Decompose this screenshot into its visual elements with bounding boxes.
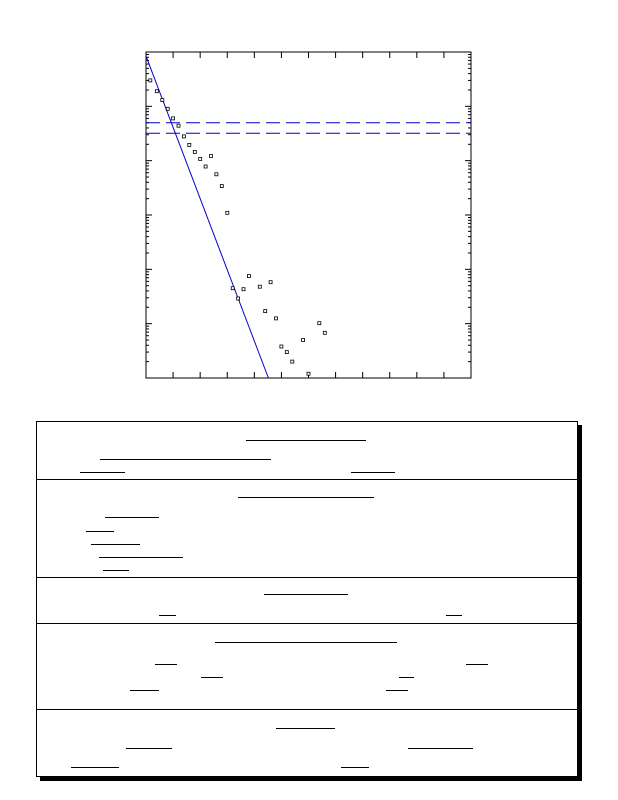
text-line bbox=[246, 440, 366, 441]
text-line bbox=[264, 594, 348, 595]
data-points bbox=[149, 79, 326, 375]
fit-section bbox=[37, 480, 577, 578]
data-point bbox=[166, 107, 169, 110]
fit-section bbox=[37, 578, 577, 624]
text-line bbox=[399, 677, 414, 678]
data-point bbox=[280, 345, 283, 348]
chart-lines bbox=[146, 56, 471, 378]
data-point bbox=[226, 211, 229, 214]
data-point bbox=[204, 165, 207, 168]
text-line bbox=[71, 767, 119, 768]
text-line bbox=[130, 690, 159, 691]
data-point bbox=[172, 117, 175, 120]
text-line bbox=[155, 664, 177, 665]
data-point bbox=[291, 360, 294, 363]
fit-results-panel bbox=[36, 421, 578, 777]
data-point bbox=[161, 99, 164, 102]
text-line bbox=[351, 472, 395, 473]
data-point bbox=[285, 351, 288, 354]
text-line bbox=[103, 570, 129, 571]
data-point bbox=[242, 288, 245, 291]
text-line bbox=[86, 531, 114, 532]
text-line bbox=[80, 472, 125, 473]
text-line bbox=[238, 497, 374, 498]
data-point bbox=[302, 339, 305, 342]
data-point bbox=[318, 322, 321, 325]
text-line bbox=[276, 728, 335, 729]
text-line bbox=[91, 544, 140, 545]
text-line bbox=[100, 459, 271, 460]
text-line bbox=[446, 615, 462, 616]
text-line bbox=[126, 748, 172, 749]
text-line bbox=[99, 557, 183, 558]
data-point bbox=[247, 275, 250, 278]
data-point bbox=[307, 372, 310, 375]
text-line bbox=[341, 767, 369, 768]
plot-frame bbox=[146, 52, 471, 378]
data-point bbox=[199, 157, 202, 160]
data-point bbox=[220, 185, 223, 188]
data-point bbox=[323, 331, 326, 334]
data-point bbox=[193, 150, 196, 153]
data-point bbox=[215, 173, 218, 176]
data-point bbox=[269, 281, 272, 284]
fit-section bbox=[37, 422, 577, 480]
axis-ticks bbox=[146, 52, 471, 378]
fit-section bbox=[37, 624, 577, 710]
text-line bbox=[201, 677, 223, 678]
text-line bbox=[386, 690, 408, 691]
data-point bbox=[188, 143, 191, 146]
data-point bbox=[155, 90, 158, 93]
data-point bbox=[258, 285, 261, 288]
text-line bbox=[105, 517, 159, 518]
text-line bbox=[466, 664, 488, 665]
data-point bbox=[177, 124, 180, 127]
text-line bbox=[159, 615, 176, 616]
data-point bbox=[237, 297, 240, 300]
data-point bbox=[182, 135, 185, 138]
text-line bbox=[215, 642, 397, 643]
data-point bbox=[210, 155, 213, 158]
text-line bbox=[408, 748, 473, 749]
data-point bbox=[149, 79, 152, 82]
data-point bbox=[264, 310, 267, 313]
fit-line bbox=[146, 56, 268, 378]
data-point bbox=[231, 287, 234, 290]
fit-section bbox=[37, 710, 577, 776]
data-point bbox=[275, 317, 278, 320]
